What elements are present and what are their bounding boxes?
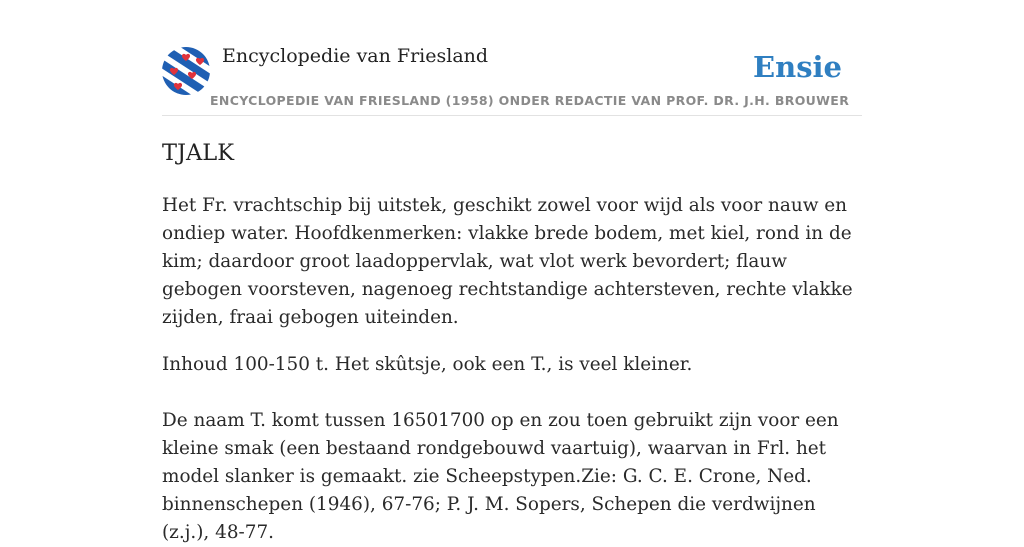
article-paragraph: Inhoud 100-150 t. Het skûtsje, ook een T., is veel kleiner. (162, 354, 693, 375)
article-title: TJALK (162, 140, 235, 166)
article-body (162, 192, 866, 547)
frisian-flag-icon[interactable] (162, 47, 210, 95)
ensie-logo-link[interactable]: Ensie (753, 50, 842, 84)
encyclopedia-name-link[interactable]: Encyclopedie van Friesland (222, 45, 489, 67)
article-paragraph: De naam T. komt tussen 16501700 op en zou toen gebruikt zijn voor een kleine smak (een bestaand rondgebouwd vaartuig), waarvan in Frl. het model slanker is gemaakt. zie Scheepstypen.Zie: G. C. E. Crone, Ned. binnenschepen (1946), 67-76; P. J. M. Sopers, Schepen die verdwijnen (z.j.), 48-77. (162, 410, 839, 543)
encyclopedia-subtitle: ENCYCLOPEDIE VAN FRIESLAND (1958) ONDER REDACTIE VAN PROF. DR. J.H. BROUWER (210, 93, 850, 108)
header-divider (162, 115, 862, 116)
article-paragraph: Het Fr. vrachtschip bij uitstek, geschikt zowel voor wijd als voor nauw en ondiep water. Hoofdkenmerken: vlakke brede bodem, met kiel, rond in de kim; daardoor groot laadoppervlak, wat vlot werk bevordert; flauw gebogen voorsteven, nagenoeg rechtstandige achtersteven, rechte vlakke zijden, fraai gebogen uiteinden. (162, 195, 853, 328)
